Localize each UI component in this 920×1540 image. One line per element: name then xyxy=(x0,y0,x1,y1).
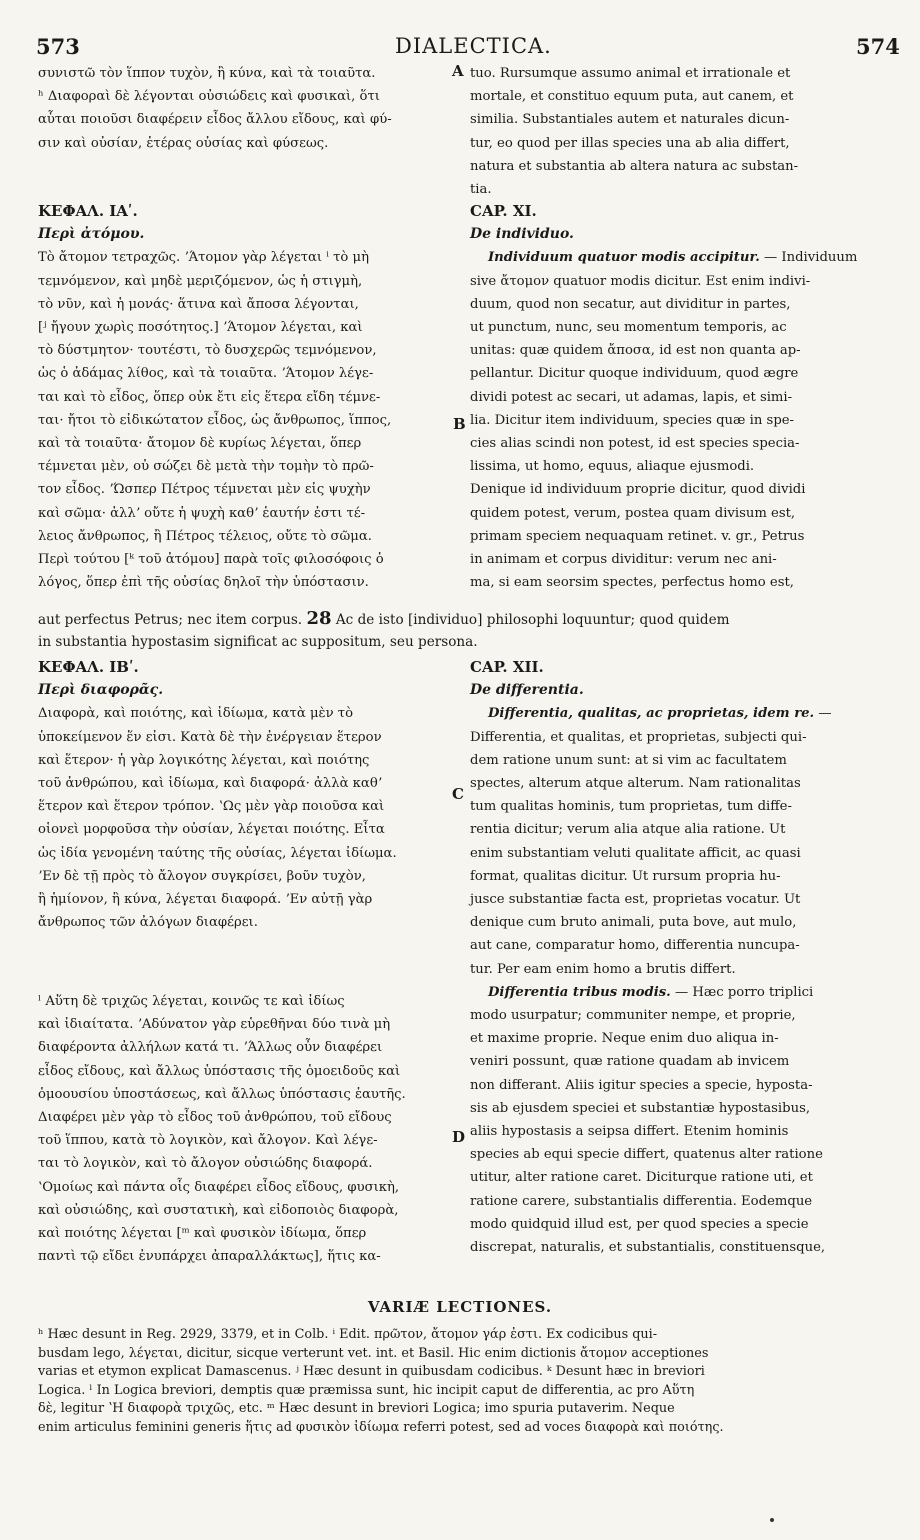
latin-line: aut cane, comparatur homo, differentia nuncupa- xyxy=(470,938,800,954)
latin-line: rentia dicitur; verum alia atque alia ratione. Ut xyxy=(470,822,786,838)
latin-line: ratione carere, substantialis differentia. Eodemque xyxy=(470,1193,813,1209)
margin-letter-a: A xyxy=(452,62,464,80)
variae-line: busdam lego, λέγεται, dicitur, sicque verterunt vet. int. et Basil. Hic enim dictionis ἄτομον acceptiones xyxy=(38,1345,709,1361)
latin-line: sis ab ejusdem speciei et substantiæ hypostasibus, xyxy=(470,1100,811,1116)
latin-line: species ab equi specie differt, quatenus alter ratione xyxy=(470,1147,823,1163)
latin-full-width-continuation xyxy=(38,608,882,653)
latin-chapter-11-lead: Individuum quatuor modis accipitur. xyxy=(488,250,760,266)
latin-line: in animam et corpus dividitur: verum nec ani- xyxy=(470,552,777,568)
left-page-number: 573 xyxy=(36,34,80,59)
latin-chapter-11-first-line xyxy=(470,246,882,269)
greek-line: καὶ σῶμα· ἀλλʼ οὔτε ἡ ψυχὴ καθʼ ἑαυτήν ἐστι τέ- xyxy=(38,505,366,521)
greek-chapter-12 xyxy=(38,656,453,934)
greek-chapter-11-subtitle: Περὶ ἀτόμου. xyxy=(38,226,145,243)
latin-chapter-12-lead: Differentia, qualitas, ac proprietas, idem re. xyxy=(488,706,815,722)
variae-line: enim articulus feminini generis ἥτις ad φυσικὸν ἰδίωμα referri potest, sed ad voces διαφορὰ καὶ ποιότης. xyxy=(38,1419,724,1435)
latin-chapter-11-heading: CAP. XI. xyxy=(470,202,537,220)
greek-line: τὸ δύστμητον· τουτέστι, τὸ δυσχερῶς τεμνόμενον, xyxy=(38,343,377,359)
latin-line: aliis hypostasis a seipsa differt. Etenim hominis xyxy=(470,1124,789,1140)
greek-line: αὗται ποιοῦσι διαφέρειν εἶδος ἄλλου εἴδους, καὶ φύ- xyxy=(38,112,392,128)
latin-line: ma, si eam seorsim spectes, perfectus homo est, xyxy=(470,575,794,591)
variae-line: varias et etymon explicat Damascenus. ʲ Hæc desunt in quibusdam codicibus. ᵏ Desunt hæc in breviori xyxy=(38,1364,705,1379)
latin-line: discrepat, naturalis, et substantialis, constituensque, xyxy=(470,1240,826,1256)
latin-line: similia. Substantiales autem et naturales dicun- xyxy=(470,112,790,128)
greek-line: ʰ Διαφοραὶ δὲ λέγονται οὐσιώδεις καὶ φυσικαὶ, ὅτι xyxy=(38,89,380,105)
greek-line: Διαφορὰ, καὶ ποιότης, καὶ ἰδίωμα, κατὰ μὲν τὸ xyxy=(38,706,354,722)
latin-line: duum, quod non secatur, aut dividitur in partes, xyxy=(470,296,791,312)
greek-line: λειος ἄνθρωπος, ἢ Πέτρος τέλειος, οὔτε τὸ σῶμα. xyxy=(38,528,372,544)
latin-chapter-12-lead-2: Differentia tribus modis. xyxy=(488,984,671,1000)
latin-top-paragraph xyxy=(470,62,882,201)
latin-full-line xyxy=(38,608,882,631)
margin-letter-b: B xyxy=(453,415,466,433)
latin-line: natura et substantia ab altera natura ac substan- xyxy=(470,158,799,174)
latin-line: primam speciem nequaquam retinet. v. gr., Petrus xyxy=(470,528,805,544)
latin-line: non differant. Aliis igitur species a specie, hyposta- xyxy=(470,1077,813,1093)
greek-chapter-12-subtitle: Περὶ διαφορᾶς. xyxy=(38,682,164,699)
latin-chapter-12-heading: CAP. XII. xyxy=(470,658,544,676)
latin-line: Denique id individuum proprie dicitur, quod dividi xyxy=(470,482,806,498)
latin-line: modo quidquid illud est, per quod species a specie xyxy=(470,1216,809,1232)
latin-line: lissima, ut homo, equus, aliaque ejusmodi. xyxy=(470,459,755,475)
greek-line: καὶ οὐσιώδης, καὶ συστατικὴ, καὶ εἰδοποιὸς διαφορὰ, xyxy=(38,1202,399,1218)
ink-dot xyxy=(770,1518,774,1522)
latin-chapter-12 xyxy=(470,656,882,1259)
variae-line: δὲ, legitur ʽΗ διαφορὰ τριχῶς, etc. ᵐ Hæc desunt in breviori Logica; imo spuria putaverim. Neque xyxy=(38,1401,675,1416)
greek-line: σιν καὶ οὐσίαν, ἑτέρας οὐσίας καὶ φύσεως. xyxy=(38,135,329,151)
latin-line: tum qualitas hominis, tum proprietas, tum diffe- xyxy=(470,799,792,815)
greek-line: ὑποκείμενον ἕν εἰσι. Κατὰ δὲ τὴν ἐνέργειαν ἕτερον xyxy=(38,729,382,745)
greek-line: ἄνθρωπος τῶν ἀλόγων διαφέρει. xyxy=(38,915,258,931)
paragraph-number: 28 xyxy=(306,608,332,629)
latin-line: mortale, et constituo equum puta, aut canem, et xyxy=(470,89,794,105)
greek-line: [ʲ ἤγουν χωρὶς ποσότητος.] ʼΆτομον λέγεται, καὶ xyxy=(38,320,363,336)
greek-note-l xyxy=(38,990,453,1268)
latin-line: dem ratione unum sunt: at si vim ac facultatem xyxy=(470,752,787,768)
greek-line: τοῦ ἵππου, κατὰ τὸ λογικὸν, καὶ ἄλογον. Καὶ λέγε- xyxy=(38,1133,378,1149)
latin-line: format, qualitas dicitur. Ut rursum propria hu- xyxy=(470,868,781,884)
greek-line: καὶ ἕτερον· ἡ γὰρ λογικότης λέγεται, καὶ ποιότης xyxy=(38,752,370,768)
greek-chapter-11 xyxy=(38,200,453,594)
greek-line: τεμνόμενον, καὶ μηδὲ μεριζόμενον, ὡς ἡ στιγμὴ, xyxy=(38,273,363,289)
latin-line: cies alias scindi non potest, id est species specia- xyxy=(470,436,800,452)
latin-line: unitas: quæ quidem ἄποσα, id est non quanta ap- xyxy=(470,343,801,359)
running-title: DIALECTICA. xyxy=(395,34,552,58)
latin-line: utitur, alter ratione caret. Diciturque ratione uti, et xyxy=(470,1170,813,1186)
latin-chapter-12-second-para xyxy=(470,981,882,1004)
greek-line: ὡς ἰδία γενομένη ταύτης τῆς οὐσίας, λέγεται ἰδίωμα. xyxy=(38,845,397,861)
latin-full-line: in substantia hypostasim significat ac suppositum, seu persona. xyxy=(38,634,478,650)
latin-line: — xyxy=(818,706,832,722)
latin-line: pellantur. Dicitur quoque individuum, quod ægre xyxy=(470,366,799,382)
variae-line: Logica. ˡ In Logica breviori, demptis quæ præmissa sunt, hic incipit caput de differentia, ac pro Αὕτη xyxy=(38,1382,695,1398)
latin-line: spectes, alterum atque alterum. Nam rationalitas xyxy=(470,776,801,792)
latin-line: — Hæc porro triplici xyxy=(674,984,814,1000)
latin-line: — Individuum xyxy=(764,250,858,266)
latin-line: enim substantiam veluti qualitate afficit, ac quasi xyxy=(470,845,801,861)
greek-line: Τὸ ἄτομον τετραχῶς. ʼΆτομον γὰρ λέγεται ⁱ τὸ μὴ xyxy=(38,250,369,266)
greek-line: λόγος, ὅπερ ἐπὶ τῆς οὐσίας δηλοῖ τὴν ὑπόστασιν. xyxy=(38,575,369,591)
latin-line: Differentia, et qualitas, et proprietas, subjecti qui- xyxy=(470,729,807,745)
greek-line: τοῦ ἀνθρώπου, καὶ ἰδίωμα, καὶ διαφορά· ἀλλὰ καθʼ xyxy=(38,776,382,792)
greek-line: εἶδος εἴδους, καὶ ἄλλως ὑπόστασις τῆς ὁμοειδοῦς καὶ xyxy=(38,1063,401,1079)
greek-line: ὁμοουσίου ὑποστάσεως, καὶ ἄλλως ὑπόστασις ἑαυτῆς. xyxy=(38,1086,406,1102)
latin-line: lia. Dicitur item individuum, species quæ in spe- xyxy=(470,412,795,428)
latin-line: veniri possunt, quæ ratione quadam ab invicem xyxy=(470,1054,790,1070)
greek-line: παντὶ τῷ εἴδει ἐνυπάρχει ἀπαραλλάκτως], ἥτις κα- xyxy=(38,1249,381,1265)
greek-line: καὶ τὰ τοιαῦτα· ἄτομον δὲ κυρίως λέγεται, ὅπερ xyxy=(38,436,362,452)
greek-chapter-12-heading: ΚΕΦΑΛ. ΙΒʹ. xyxy=(38,658,139,676)
latin-chapter-11-subtitle: De individuo. xyxy=(470,226,574,243)
greek-line: διαφέροντα ἀλλήλων κατά τι. ʼΆλλως οὖν διαφέρει xyxy=(38,1040,383,1056)
latin-line: quidem potest, verum, postea quam divisum est, xyxy=(470,505,796,521)
variae-line: ʰ Hæc desunt in Reg. 2929, 3379, et in Colb. ⁱ Edit. πρῶτον, ἄτομον γάρ ἐστι. Ex codicibus qui- xyxy=(38,1327,658,1342)
right-page-number: 574 xyxy=(856,34,900,59)
latin-chapter-11 xyxy=(470,200,882,594)
greek-line: ʼΕν δὲ τῇ πρὸς τὸ ἄλογον συγκρίσει, βοῦν τυχὸν, xyxy=(38,868,366,884)
variae-lectiones-heading: VARIÆ LECTIONES. xyxy=(367,1298,553,1316)
greek-line: ˡ Αὕτη δὲ τριχῶς λέγεται, κοινῶς τε καὶ ἰδίως xyxy=(38,994,345,1009)
greek-line: τον εἶδος. ʼΏσπερ Πέτρος τέμνεται μὲν εἰς ψυχὴν xyxy=(38,482,371,498)
latin-line: denique cum bruto animali, puta bove, aut mulo, xyxy=(470,915,797,931)
greek-line: ὡς ὁ ἀδάμας λίθος, καὶ τὰ τοιαῦτα. ʼΆτομον λέγε- xyxy=(38,366,374,382)
latin-line: dividi potest ac secari, ut adamas, lapis, et simi- xyxy=(470,389,793,405)
latin-line: modo usurpatur; communiter nempe, et proprie, xyxy=(470,1008,796,1024)
latin-line: tur. Per eam enim homo a brutis differt. xyxy=(470,961,736,977)
latin-chapter-12-first-line xyxy=(470,702,882,725)
greek-line: ται τὸ λογικὸν, καὶ τὸ ἄλογον οὐσιώδης διαφορά. xyxy=(38,1156,373,1172)
latin-line: jusce substantiæ facta est, proprietas vocatur. Ut xyxy=(470,892,801,908)
greek-line: ἕτερον καὶ ἕτερον τρόπον. ʽΩς μὲν γὰρ ποιοῦσα καὶ xyxy=(38,799,385,815)
latin-line: et maxime proprie. Neque enim duo aliqua in- xyxy=(470,1031,779,1047)
latin-line: tuo. Rursumque assumo animal et irrationale et xyxy=(470,66,791,81)
greek-line: τὸ νῦν, καὶ ἡ μονάς· ἅτινα καὶ ἄποσα λέγονται, xyxy=(38,296,359,312)
latin-full-text: Ac de isto [individuo] philosophi loquuntur; quod quidem xyxy=(335,612,730,628)
greek-line: ἢ ἡμίονον, ἢ κύνα, λέγεται διαφορά. ʼΕν αὐτῇ γὰρ xyxy=(38,892,373,908)
margin-letter-d: D xyxy=(452,1128,466,1146)
margin-letter-c: C xyxy=(452,785,464,803)
greek-line: καὶ ποιότης λέγεται [ᵐ καὶ φυσικὸν ἰδίωμα, ὅπερ xyxy=(38,1226,367,1242)
latin-full-text: aut perfectus Petrus; nec item corpus. xyxy=(38,612,303,628)
greek-line: συνιστῶ τὸν ἵππον τυχὸν, ἢ κύνα, καὶ τὰ τοιαῦτα. xyxy=(38,66,376,81)
variae-lectiones-body xyxy=(38,1326,882,1437)
greek-top-paragraph xyxy=(38,62,453,155)
latin-chapter-12-subtitle: De differentia. xyxy=(470,682,584,699)
greek-line: ʽΟμοίως καὶ πάντα οἷς διαφέρει εἶδος εἴδους, φυσικὴ, xyxy=(38,1179,400,1195)
latin-line: tia. xyxy=(470,182,492,198)
latin-line: sive ἄτομον quatuor modis dicitur. Est enim indivi- xyxy=(470,273,811,289)
greek-line: τέμνεται μὲν, οὐ σώζει δὲ μετὰ τὴν τομὴν τὸ πρῶ- xyxy=(38,459,374,475)
greek-line: Περὶ τούτου [ᵏ τοῦ ἀτόμου] παρὰ τοῖς φιλοσόφοις ὁ xyxy=(38,552,384,568)
greek-line: ται· ἤτοι τὸ εἰδικώτατον εἶδος, ὡς ἄνθρωπος, ἵππος, xyxy=(38,412,392,428)
greek-line: Διαφέρει μὲν γὰρ τὸ εἶδος τοῦ ἀνθρώπου, τοῦ εἴδους xyxy=(38,1110,392,1126)
greek-line: ται καὶ τὸ εἶδος, ὅπερ οὐκ ἔτι εἰς ἕτερα εἴδη τέμνε- xyxy=(38,389,381,405)
greek-line: καὶ ἰδιαίτατα. ʼΑδύνατον γὰρ εὑρεθῆναι δύο τινὰ μὴ xyxy=(38,1017,391,1033)
greek-line: οἱονεὶ μορφοῦσα τὴν οὐσίαν, λέγεται ποιότης. Εἶτα xyxy=(38,822,385,838)
greek-chapter-11-heading: ΚΕΦΑΛ. ΙΑʹ. xyxy=(38,202,138,220)
latin-line: tur, eo quod per illas species una ab alia differt, xyxy=(470,135,790,151)
latin-line: ut punctum, nunc, seu momentum temporis, ac xyxy=(470,320,787,336)
